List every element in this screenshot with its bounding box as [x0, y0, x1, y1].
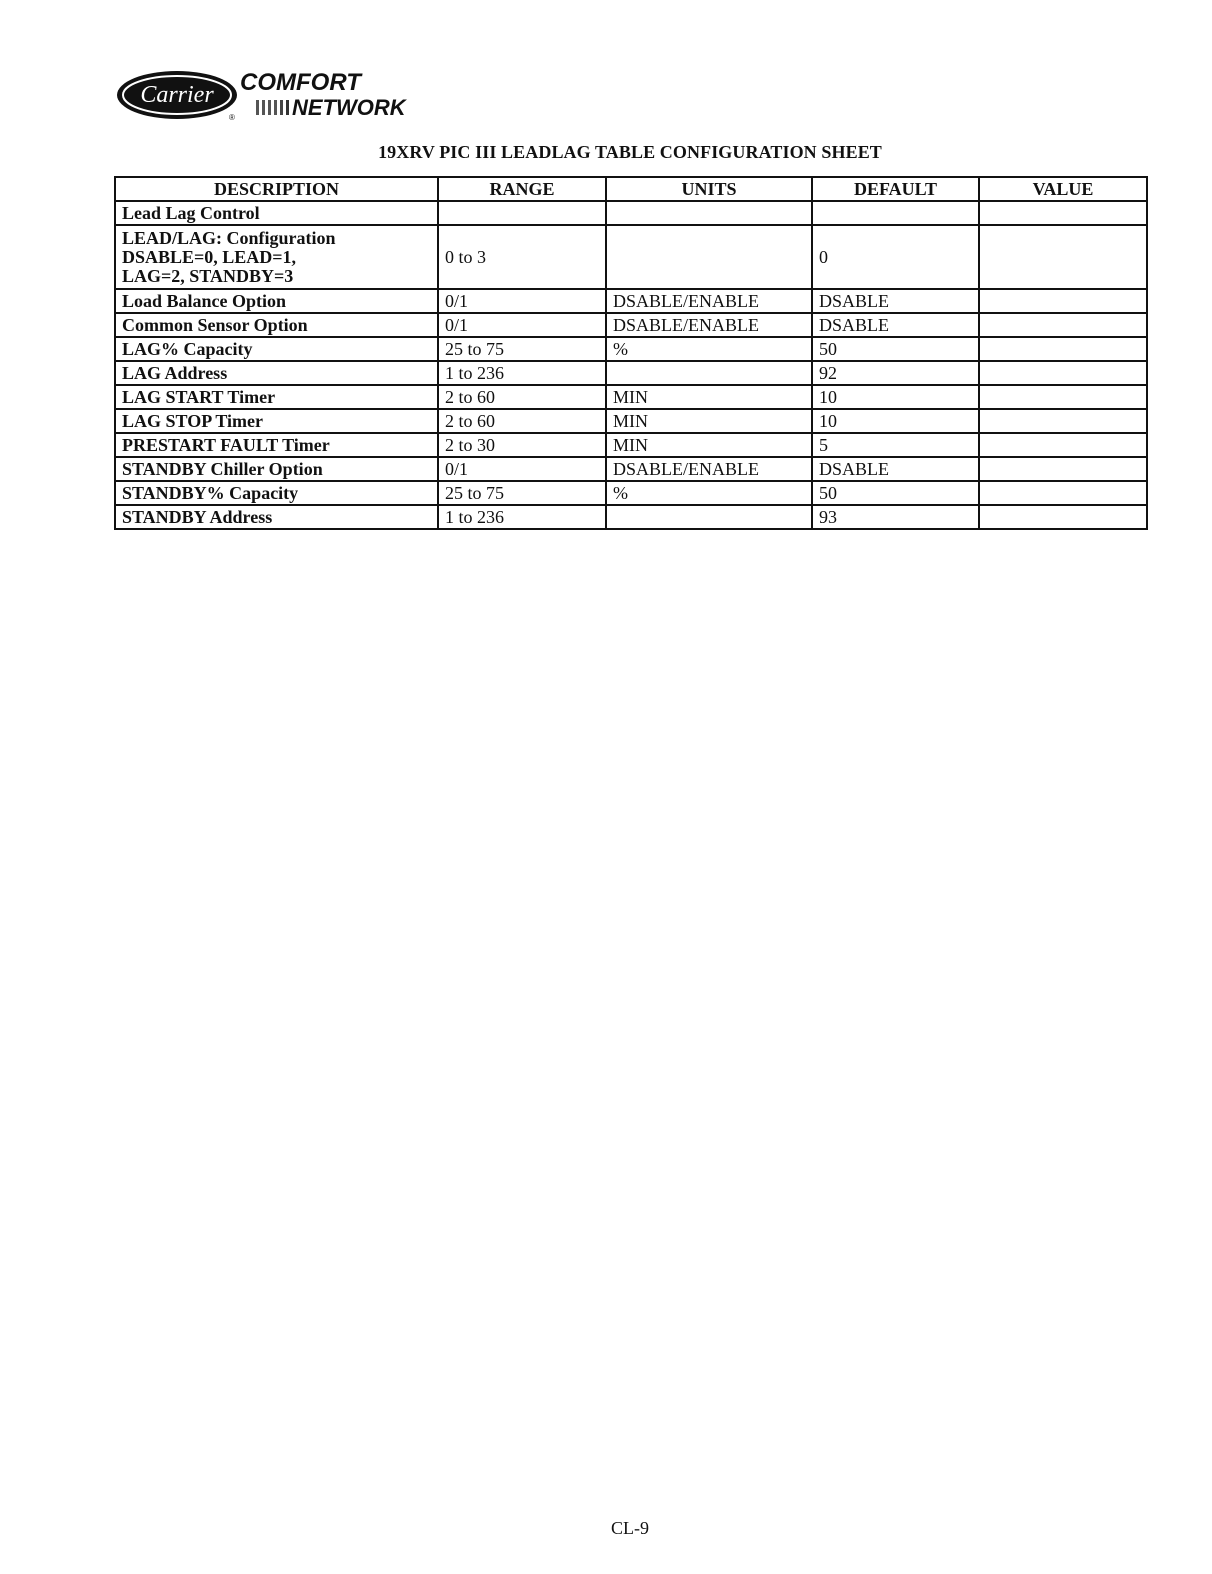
cell-units — [606, 361, 812, 385]
cell-units: MIN — [606, 385, 812, 409]
table-row — [115, 201, 1147, 225]
cell-default: DSABLE — [812, 457, 979, 481]
table-row — [115, 457, 1147, 481]
cell-range: 2 to 60 — [438, 409, 606, 433]
carrier-comfort-network-logo — [116, 70, 416, 122]
cell-default — [812, 201, 979, 225]
cell-units: MIN — [606, 409, 812, 433]
column-header-range: RANGE — [438, 177, 606, 201]
configuration-table — [114, 176, 1148, 530]
cell-range: 0/1 — [438, 289, 606, 313]
cell-range: 0 to 3 — [438, 225, 606, 289]
cell-value — [979, 289, 1147, 313]
cell-default: 0 — [812, 225, 979, 289]
column-header-units: UNITS — [606, 177, 812, 201]
cell-units: % — [606, 481, 812, 505]
cell-default: 10 — [812, 409, 979, 433]
table-header-row — [115, 177, 1147, 201]
table-row — [115, 289, 1147, 313]
cell-units: DSABLE/ENABLE — [606, 313, 812, 337]
cell-default: 50 — [812, 337, 979, 361]
cell-description: Lead Lag Control — [115, 201, 438, 225]
cell-default: 5 — [812, 433, 979, 457]
table-row — [115, 481, 1147, 505]
cell-range: 25 to 75 — [438, 481, 606, 505]
cell-value — [979, 433, 1147, 457]
logo-registered-mark: ® — [229, 113, 235, 122]
cell-range — [438, 201, 606, 225]
table-row — [115, 361, 1147, 385]
cell-units: % — [606, 337, 812, 361]
table-row — [115, 409, 1147, 433]
cell-description: STANDBY% Capacity — [115, 481, 438, 505]
cell-value — [979, 201, 1147, 225]
table-row — [115, 337, 1147, 361]
cell-value — [979, 385, 1147, 409]
table-row — [115, 225, 1147, 289]
table-row — [115, 313, 1147, 337]
cell-value — [979, 313, 1147, 337]
cell-default: DSABLE — [812, 289, 979, 313]
cell-description: LAG START Timer — [115, 385, 438, 409]
table-row — [115, 385, 1147, 409]
cell-description: STANDBY Address — [115, 505, 438, 529]
cell-default: 10 — [812, 385, 979, 409]
cell-range: 1 to 236 — [438, 505, 606, 529]
cell-units — [606, 225, 812, 289]
logo-brand-text: Carrier — [140, 82, 214, 108]
cell-value — [979, 409, 1147, 433]
cell-range: 2 to 30 — [438, 433, 606, 457]
column-header-default: DEFAULT — [812, 177, 979, 201]
cell-value — [979, 361, 1147, 385]
cell-description: Load Balance Option — [115, 289, 438, 313]
logo-line2-text: NETWORK — [292, 95, 406, 120]
cell-description: LAG% Capacity — [115, 337, 438, 361]
cell-default: 50 — [812, 481, 979, 505]
document-title: 19XRV PIC III LEADLAG TABLE CONFIGURATION SHEET — [378, 142, 882, 162]
cell-description: LAG STOP Timer — [115, 409, 438, 433]
cell-description: LAG Address — [115, 361, 438, 385]
cell-units: DSABLE/ENABLE — [606, 457, 812, 481]
cell-description: PRESTART FAULT Timer — [115, 433, 438, 457]
cell-units — [606, 201, 812, 225]
cell-range: 2 to 60 — [438, 385, 606, 409]
cell-units — [606, 505, 812, 529]
cell-value — [979, 225, 1147, 289]
cell-value — [979, 505, 1147, 529]
table-row — [115, 505, 1147, 529]
cell-units: DSABLE/ENABLE — [606, 289, 812, 313]
cell-default: 92 — [812, 361, 979, 385]
cell-description: STANDBY Chiller Option — [115, 457, 438, 481]
cell-description: Common Sensor Option — [115, 313, 438, 337]
column-header-value: VALUE — [979, 177, 1147, 201]
cell-range: 25 to 75 — [438, 337, 606, 361]
page-number: CL-9 — [611, 1518, 649, 1538]
logo-line1-text: COMFORT — [240, 70, 361, 96]
cell-range: 0/1 — [438, 313, 606, 337]
cell-default: DSABLE — [812, 313, 979, 337]
cell-range: 1 to 236 — [438, 361, 606, 385]
cell-description: LEAD/LAG: Configuration DSABLE=0, LEAD=1, LAG=2, STANDBY=3 — [115, 225, 438, 289]
cell-value — [979, 481, 1147, 505]
table-row — [115, 433, 1147, 457]
cell-value — [979, 337, 1147, 361]
cell-range: 0/1 — [438, 457, 606, 481]
cell-default: 93 — [812, 505, 979, 529]
logo-stripes — [256, 100, 289, 115]
cell-units: MIN — [606, 433, 812, 457]
cell-value — [979, 457, 1147, 481]
column-header-description: DESCRIPTION — [115, 177, 438, 201]
